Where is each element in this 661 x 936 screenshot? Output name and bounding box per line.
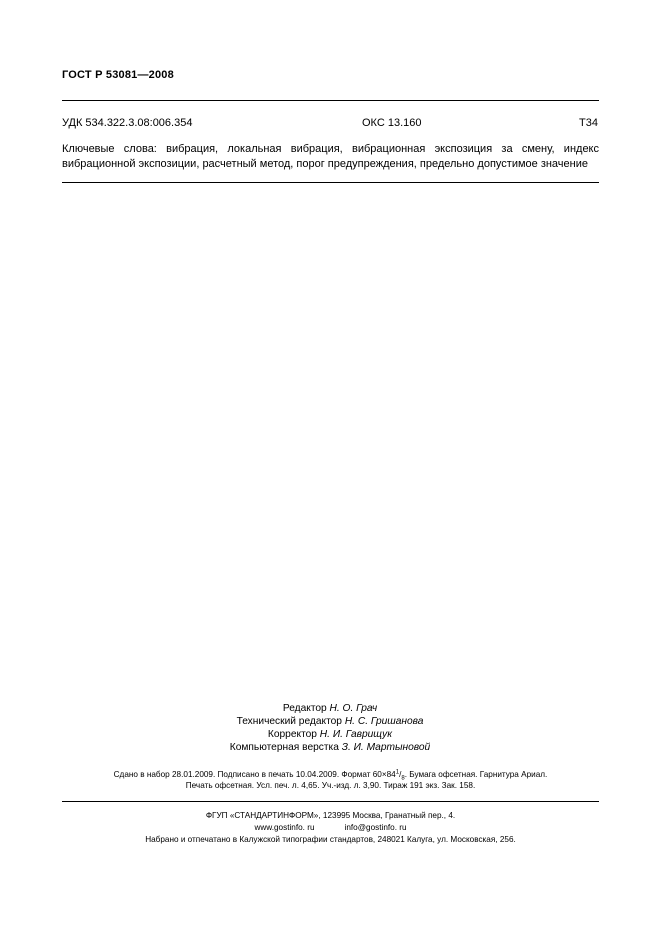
keywords-divider [62, 182, 599, 183]
publisher-website: www.gostinfo. ru [254, 823, 315, 832]
footer-divider [62, 801, 599, 802]
credit-role: Корректор [267, 729, 320, 740]
credit-technical-editor [200, 715, 460, 728]
classification-row [62, 117, 599, 131]
credit-role: Технический редактор [236, 716, 345, 727]
credit-name: Н. И. Гаврищук [319, 729, 393, 740]
standard-number: ГОСТ Р 53081—2008 [62, 69, 174, 81]
keywords-paragraph: Ключевые слова: вибрация, локальная вибрация, вибрационная экспозиция за смену, индекс вибрационной экспозиции, расчетный метод, порог предупреждения, предельно допустимое значение [62, 143, 599, 170]
credit-proofreader [200, 728, 460, 741]
credit-editor [200, 702, 460, 715]
publisher-address: ФГУП «СТАНДАРТИНФОРМ», 123995 Москва, Гранатный пер., 4. [205, 811, 456, 820]
format-fraction-denominator: 8 [401, 775, 405, 782]
print-info-line-1: Сдано в набор 28.01.2009. Подписано в печать 10.04.2009. Формат $60\times 84^1/_8$. Бумага офсетная. Гарнитура Ариал. [113, 769, 548, 782]
format-fraction-numerator: 1 [395, 769, 400, 776]
udk-code: УДК 534.322.3.08:006.354 [62, 117, 193, 129]
print-info-text: . Бумага офсетная. Гарнитура Ариал. [404, 770, 548, 779]
print-info-text: Сдано в набор 28.01.2009. Подписано в печать 10.04.2009. Формат 60×84 [113, 770, 396, 779]
print-info-line-2: Печать офсетная. Усл. печ. л. 4,65. Уч.-изд. л. 3,90. Тираж 191 экз. Зак. 158. [185, 781, 476, 790]
oks-code: ОКС 13.160 [362, 117, 422, 129]
printing-house: Набрано и отпечатано в Калужской типографии стандартов, 248021 Калуга, ул. Московская, 256. [145, 835, 516, 844]
editorial-credits [200, 702, 460, 754]
credit-name: З. И. Мартыновой [341, 742, 431, 753]
top-divider [62, 100, 599, 101]
credit-role: Компьютерная верстка [229, 742, 342, 753]
group-code: Т34 [579, 117, 598, 129]
credit-name: Н. О. Грач [329, 703, 378, 714]
publisher-email: info@gostinfo. ru [344, 823, 407, 832]
publisher-info [62, 810, 599, 846]
credit-name: Н. С. Гришанова [344, 716, 424, 727]
publisher-contacts [62, 822, 599, 834]
credit-role: Редактор [282, 703, 330, 714]
credit-layout [200, 741, 460, 754]
print-information [62, 769, 599, 791]
